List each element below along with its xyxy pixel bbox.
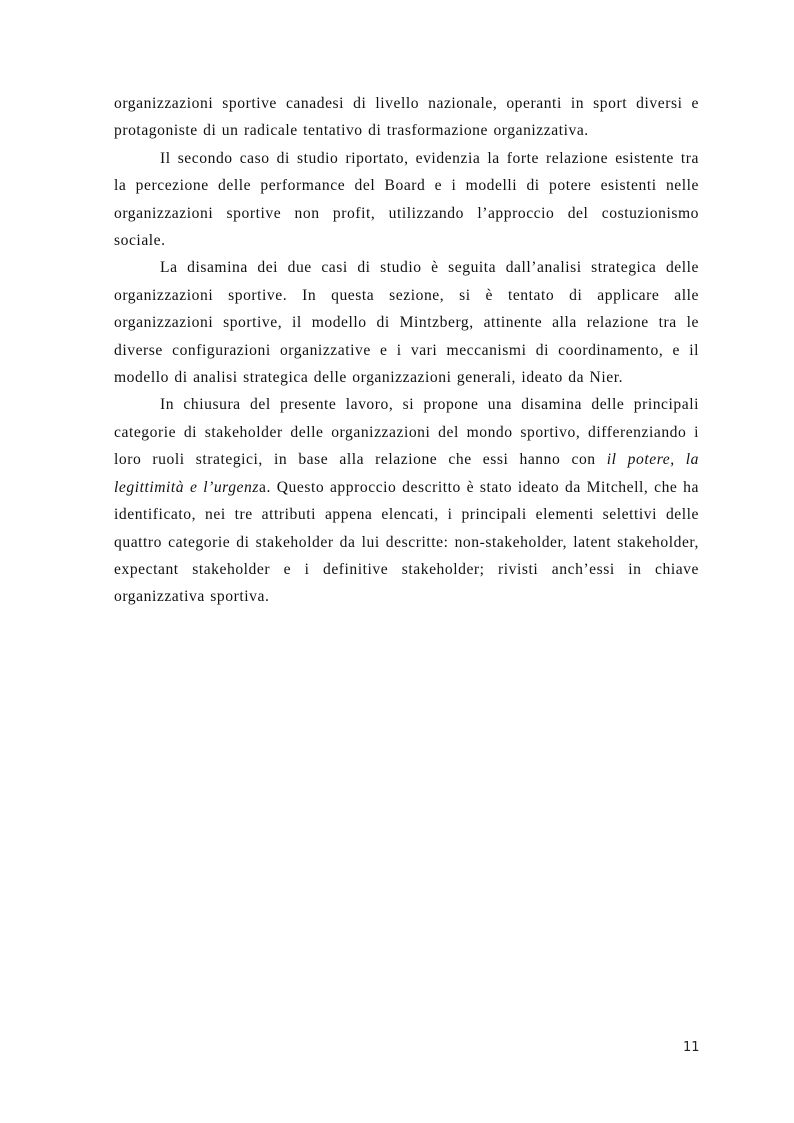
paragraph-4-italic-phrase: il potere, la legittimità e l’urgenz bbox=[114, 451, 700, 496]
paragraph-4 bbox=[114, 391, 699, 610]
paragraph-4-text-after: a. Questo approccio descritto è stato ideato da Mitchell, che ha identificato, nei tre attributi appena elencati, i principali elementi selettivi delle quattro categorie di stakeholder da lui descritte: non-stakeholder, latent stakeholder, expectant stakeholder e i definitive stakeholder; rivisti anch’essi in chiave organizzativa sportiva. bbox=[114, 478, 699, 606]
paragraph-3: La disamina dei due casi di studio è seguita dall’analisi strategica delle organizzazioni sportive. In questa sezione, si è tentato di applicare alle organizzazioni sportive, il modello di Mintzberg, attinente alla relazione tra le diverse configurazioni organizzative e i vari meccanismi di coordinamento, e il modello di analisi strategica delle organizzazioni generali, ideato da Nier. bbox=[114, 259, 699, 387]
paragraph-4-text-before: In chiusura del presente lavoro, si propone una disamina delle principali categorie di stakeholder delle organizzazioni del mondo sportivo, differenziando i loro ruoli strategici, in base alla relazione che essi hanno con bbox=[114, 396, 699, 469]
body-text bbox=[114, 90, 699, 611]
paragraph-1: organizzazioni sportive canadesi di livello nazionale, operanti in sport diversi e protagoniste di un radicale tentativo di trasformazione organizzativa. bbox=[114, 95, 699, 140]
page-number: 11 bbox=[683, 1040, 700, 1055]
paragraph-2: Il secondo caso di studio riportato, evidenzia la forte relazione esistente tra la percezione delle performance del Board e i modelli di potere esistenti nelle organizzazioni sportive non profit, utilizzando l’approccio del costuzionismo sociale. bbox=[114, 149, 699, 250]
